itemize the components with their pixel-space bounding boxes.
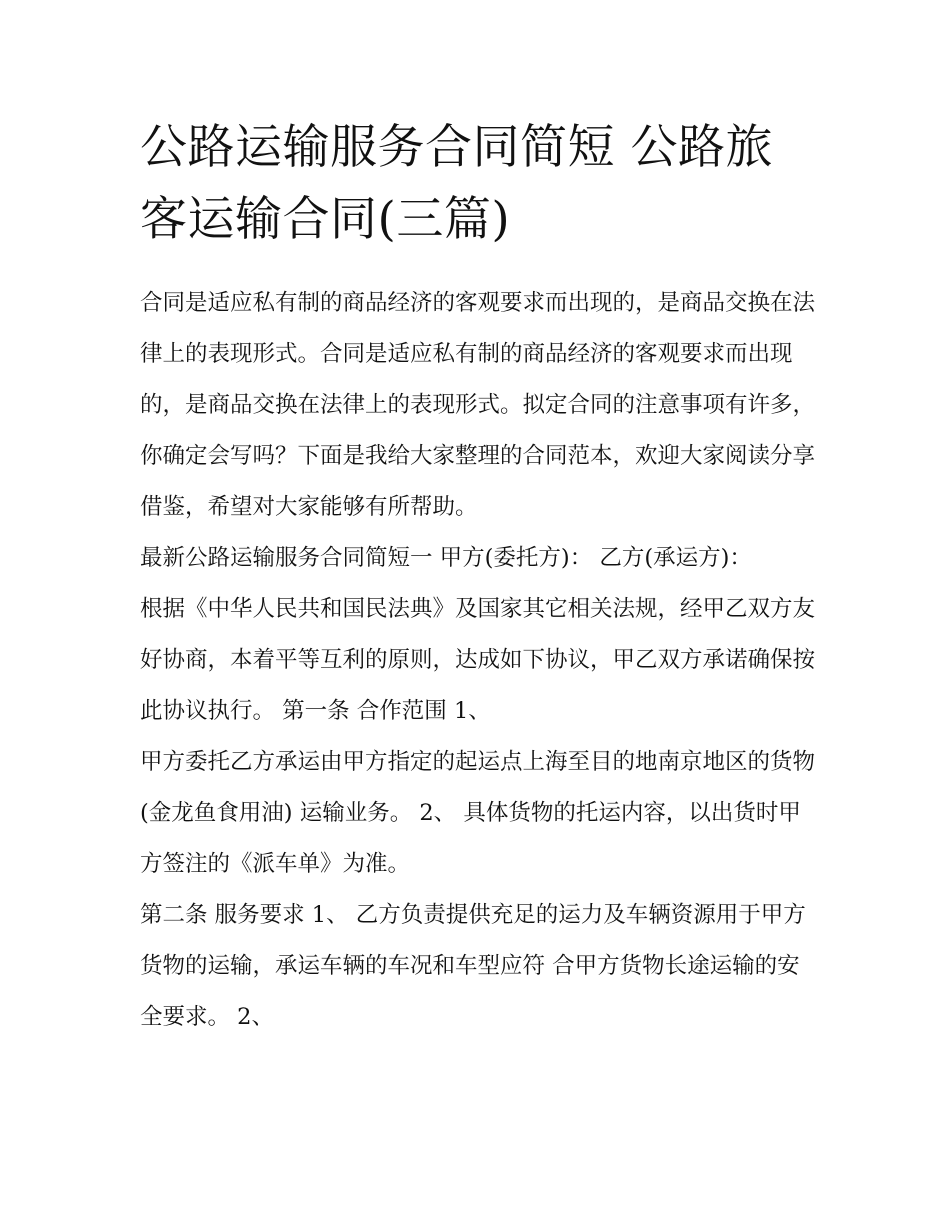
service-requirements-paragraph: 第二条 服务要求 1、 乙方负责提供充足的运力及车辆资源用于甲方货物的运输，承运车辆的车况和车型应符 合甲方货物长途运输的安全要求。 2、 — [140, 902, 806, 1030]
scope-paragraph: 甲方委托乙方承运由甲方指定的起运点上海至目的地南京地区的货物(金龙鱼食用油) 运输业务。 2、 具体货物的托运内容，以出货时甲方签注的《派车单》为准。 — [140, 749, 816, 877]
parties-paragraph: 最新公路运输服务合同简短一 甲方(委托方)： 乙方(承运方)： — [140, 545, 752, 571]
agreement-basis-paragraph: 根据《中华人民共和国民法典》及国家其它相关法规，经甲乙双方友好协商，本着平等互利的原则，达成如下协议，甲乙双方承诺确保按此协议执行。 第一条 合作范围 1、 — [140, 596, 816, 724]
document-title: 公路运输服务合同简短 公路旅客运输合同(三篇) — [140, 120, 773, 247]
document-body — [140, 278, 815, 1043]
intro-paragraph: 合同是适应私有制的商品经济的客观要求而出现的，是商品交换在法律上的表现形式。合同是适应私有制的商品经济的客观要求而出现的，是商品交换在法律上的表现形式。拟定合同的注意事项有许多，你确定会写吗？下面是我给大家整理的合同范本，欢迎大家阅读分享借鉴，希望对大家能够有所帮助。 — [140, 290, 816, 520]
